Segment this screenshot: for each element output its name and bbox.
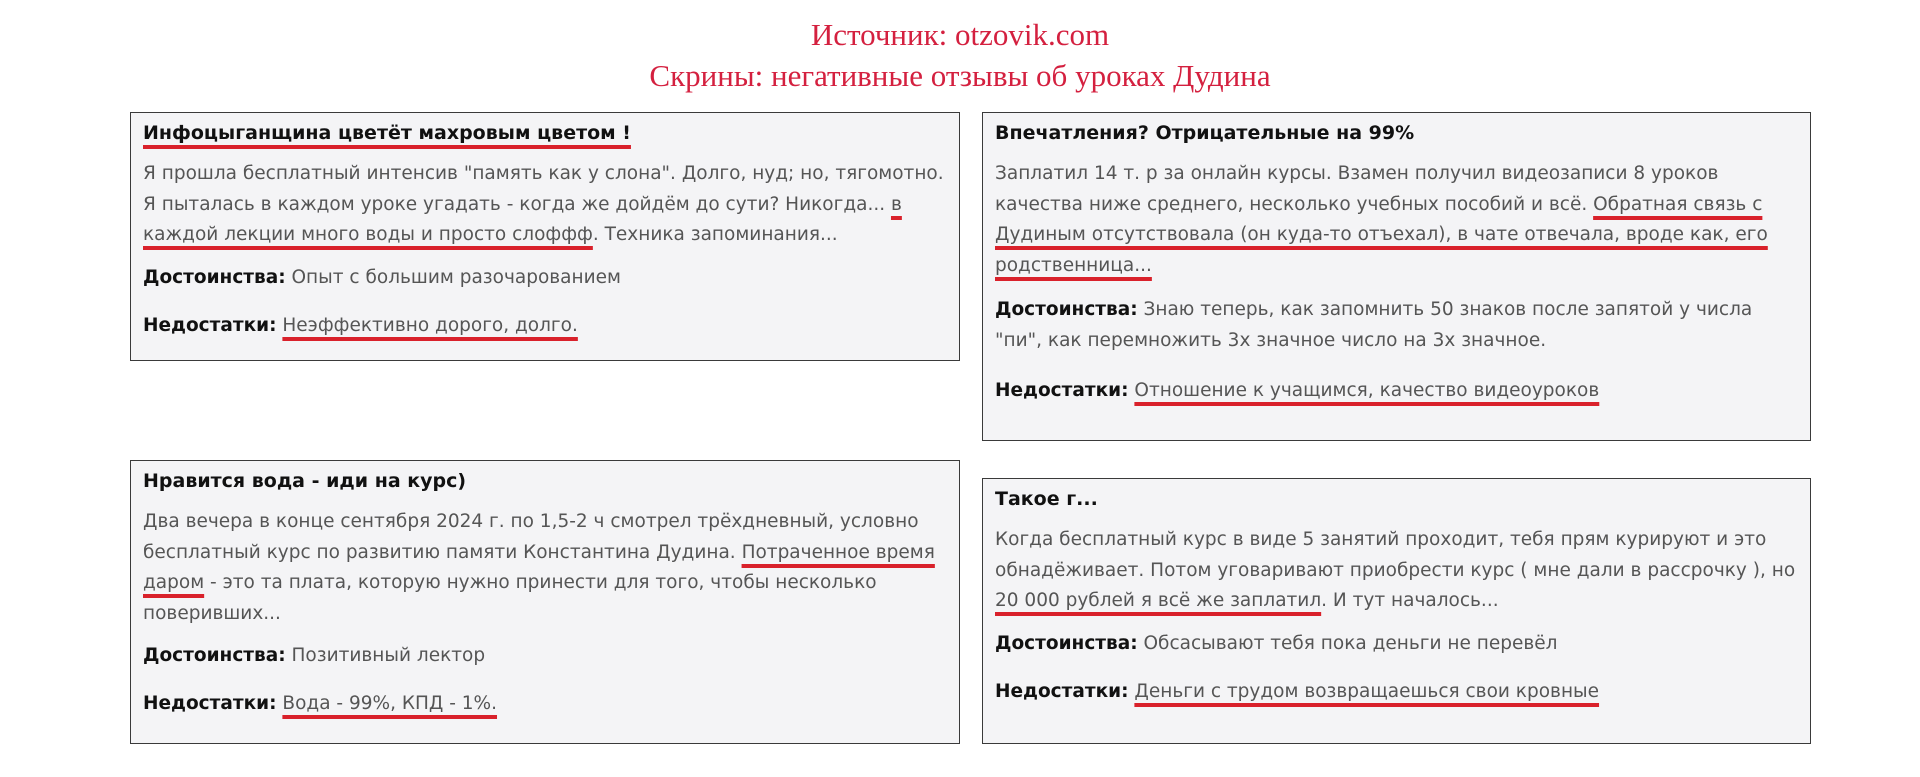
review-title[interactable]: Впечатления? Отрицательные на 99% xyxy=(995,122,1415,144)
review-card-4 xyxy=(982,478,1811,744)
pros-text: Обсасывают тебя пока деньги не перевёл xyxy=(1143,632,1558,654)
review-cons xyxy=(143,691,947,717)
review-text-start: Два вечера в конце сентября 2024 г. по 1,5-2 ч смотрел трёхдневный, условно бесплатный курс по развитию памяти Константина Дудина. xyxy=(143,511,919,563)
cons-text: Вода - 99%, КПД - 1%. xyxy=(282,693,498,714)
review-cons xyxy=(995,679,1798,705)
cons-text: Деньги с трудом возвращаешься свои кровные xyxy=(1134,680,1600,702)
review-text-end: . Техника запоминания... xyxy=(592,224,838,245)
review-card-1 xyxy=(130,112,960,361)
pros-label: Достоинства: xyxy=(995,632,1138,654)
caption-line: Скрины: негативные отзывы об уроках Дудина xyxy=(649,58,1271,93)
review-text xyxy=(143,159,947,251)
review-title[interactable]: Такое г... xyxy=(995,488,1098,510)
review-text-highlight: Обратная связь с Дудиным отсутствовала (он куда-то отъехал), в чате отвечала, вроде как, его родственница... xyxy=(995,193,1768,276)
pros-label: Достоинства: xyxy=(143,645,286,666)
pros-label: Достоинства: xyxy=(143,266,286,288)
cons-label: Недостатки: xyxy=(995,380,1129,401)
review-text-start: Я прошла бесплатный интенсив "память как у слона". Долго, нуд; но, тягомотно. Я пыталась в каждом уроке угадать - когда же дойдём до сути? Никогда... xyxy=(143,163,944,215)
review-title[interactable]: Нравится вода - иди на курс) xyxy=(143,470,467,492)
review-pros xyxy=(143,265,947,291)
source-line: Источник: otzovik.com xyxy=(810,17,1110,52)
pros-text: Опыт с большим разочарованием xyxy=(291,266,621,288)
cons-text: Отношение к учащимся, качество видеоуроков xyxy=(1134,380,1600,401)
cons-text: Неэффективно дорого, долго. xyxy=(282,314,578,336)
review-text xyxy=(143,507,947,629)
pros-text: Знаю теперь, как запомнить 50 знаков после запятой у числа "пи", как перемножить 3х значное число на 3х значное. xyxy=(995,299,1753,351)
pros-text: Позитивный лектор xyxy=(291,645,486,666)
review-pros xyxy=(143,643,947,669)
review-pros xyxy=(995,295,1798,356)
review-cons xyxy=(995,378,1798,404)
review-text-end: . И тут началось... xyxy=(1321,590,1499,611)
review-pros xyxy=(995,631,1798,657)
review-title[interactable]: Инфоцыганщина цветёт махровым цветом ! xyxy=(143,122,631,144)
cons-label: Недостатки: xyxy=(143,693,277,714)
page-header xyxy=(0,14,1920,96)
review-text-start: Когда бесплатный курс в виде 5 занятий проходит, тебя прям курируют и это обнадёживает. Потом уговаривают приобрести курс ( мне дали в рассрочку ), но xyxy=(995,529,1796,581)
cons-label: Недостатки: xyxy=(995,680,1129,702)
review-text xyxy=(995,525,1798,617)
pros-label: Достоинства: xyxy=(995,299,1138,320)
review-text xyxy=(995,159,1798,281)
cons-label: Недостатки: xyxy=(143,314,277,336)
review-text-highlight: 20 000 рублей я всё же заплатил xyxy=(995,590,1322,611)
review-cons xyxy=(143,313,947,339)
review-text-highlight: в каждой лекции много воды и просто слоффф xyxy=(143,193,902,245)
review-card-2 xyxy=(982,112,1811,441)
review-card-3 xyxy=(130,460,960,744)
review-text-highlight: Потраченное время даром xyxy=(143,541,935,593)
review-text-end: - это та плата, которую нужно принести для того, чтобы несколько поверивших... xyxy=(143,572,877,624)
review-text-start: Заплатил 14 т. р за онлайн курсы. Взамен получил видеозаписи 8 уроков качества ниже среднего, несколько учебных пособий и всё. xyxy=(995,163,1719,215)
